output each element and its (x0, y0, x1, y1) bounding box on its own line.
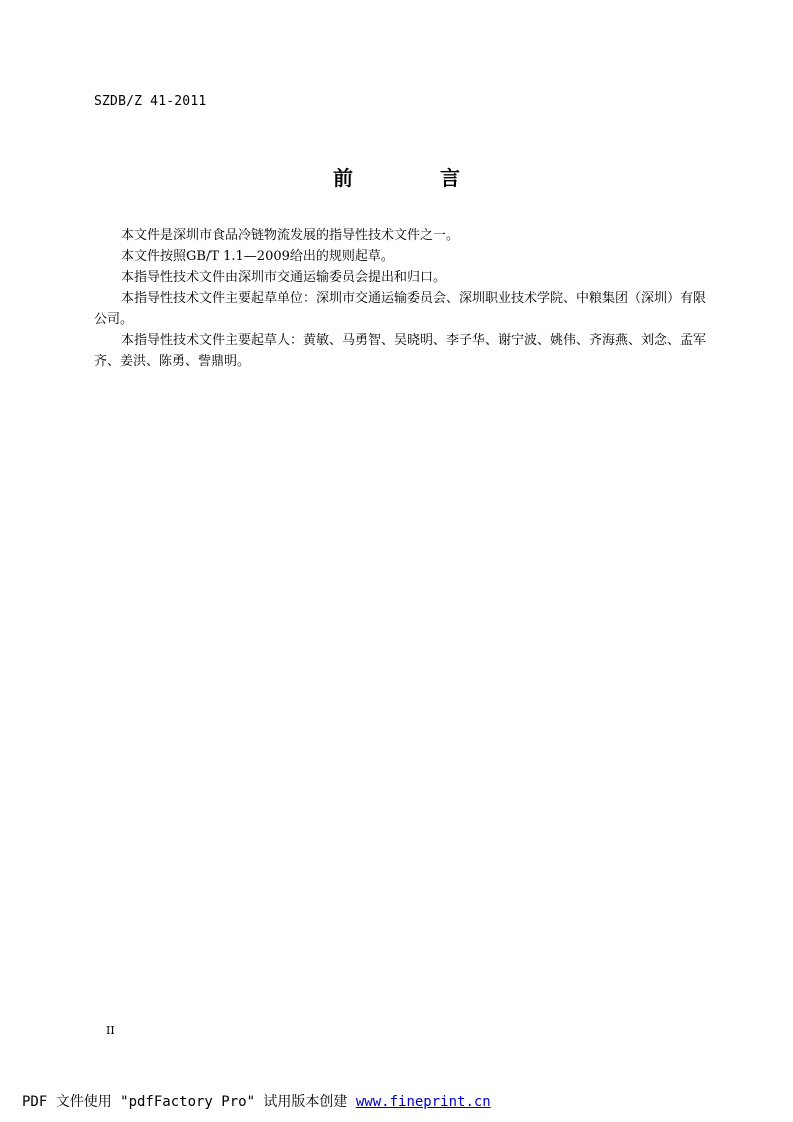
footer-text: PDF 文件使用 "pdfFactory Pro" 试用版本创建 (22, 1094, 356, 1110)
paragraph: 本文件按照GB/T 1.1—2009给出的规则起草。 (121, 249, 394, 264)
paragraph: 本指导性技术文件由深圳市交通运输委员会提出和归口。 (121, 270, 447, 285)
footer-link[interactable]: www.fineprint.cn (355, 1094, 491, 1110)
page-number: II (106, 1024, 115, 1037)
paragraph: 本指导性技术文件主要起草人：黄敏、马勇智、吴晓明、李子华、谢宁波、姚伟、齐海燕、刘念、孟军齐、姜洪、陈勇、訾鼎明。 (94, 333, 707, 369)
pdf-footer (22, 1091, 491, 1111)
foreword-body (94, 225, 714, 372)
page-title: 前 言 (333, 166, 500, 190)
standard-code: SZDB/Z 41-2011 (94, 94, 207, 109)
paragraph: 本指导性技术文件主要起草单位：深圳市交通运输委员会、深圳职业技术学院、中粮集团（深圳）有限公司。 (94, 291, 707, 327)
paragraph: 本文件是深圳市食品冷链物流发展的指导性技术文件之一。 (121, 228, 460, 243)
